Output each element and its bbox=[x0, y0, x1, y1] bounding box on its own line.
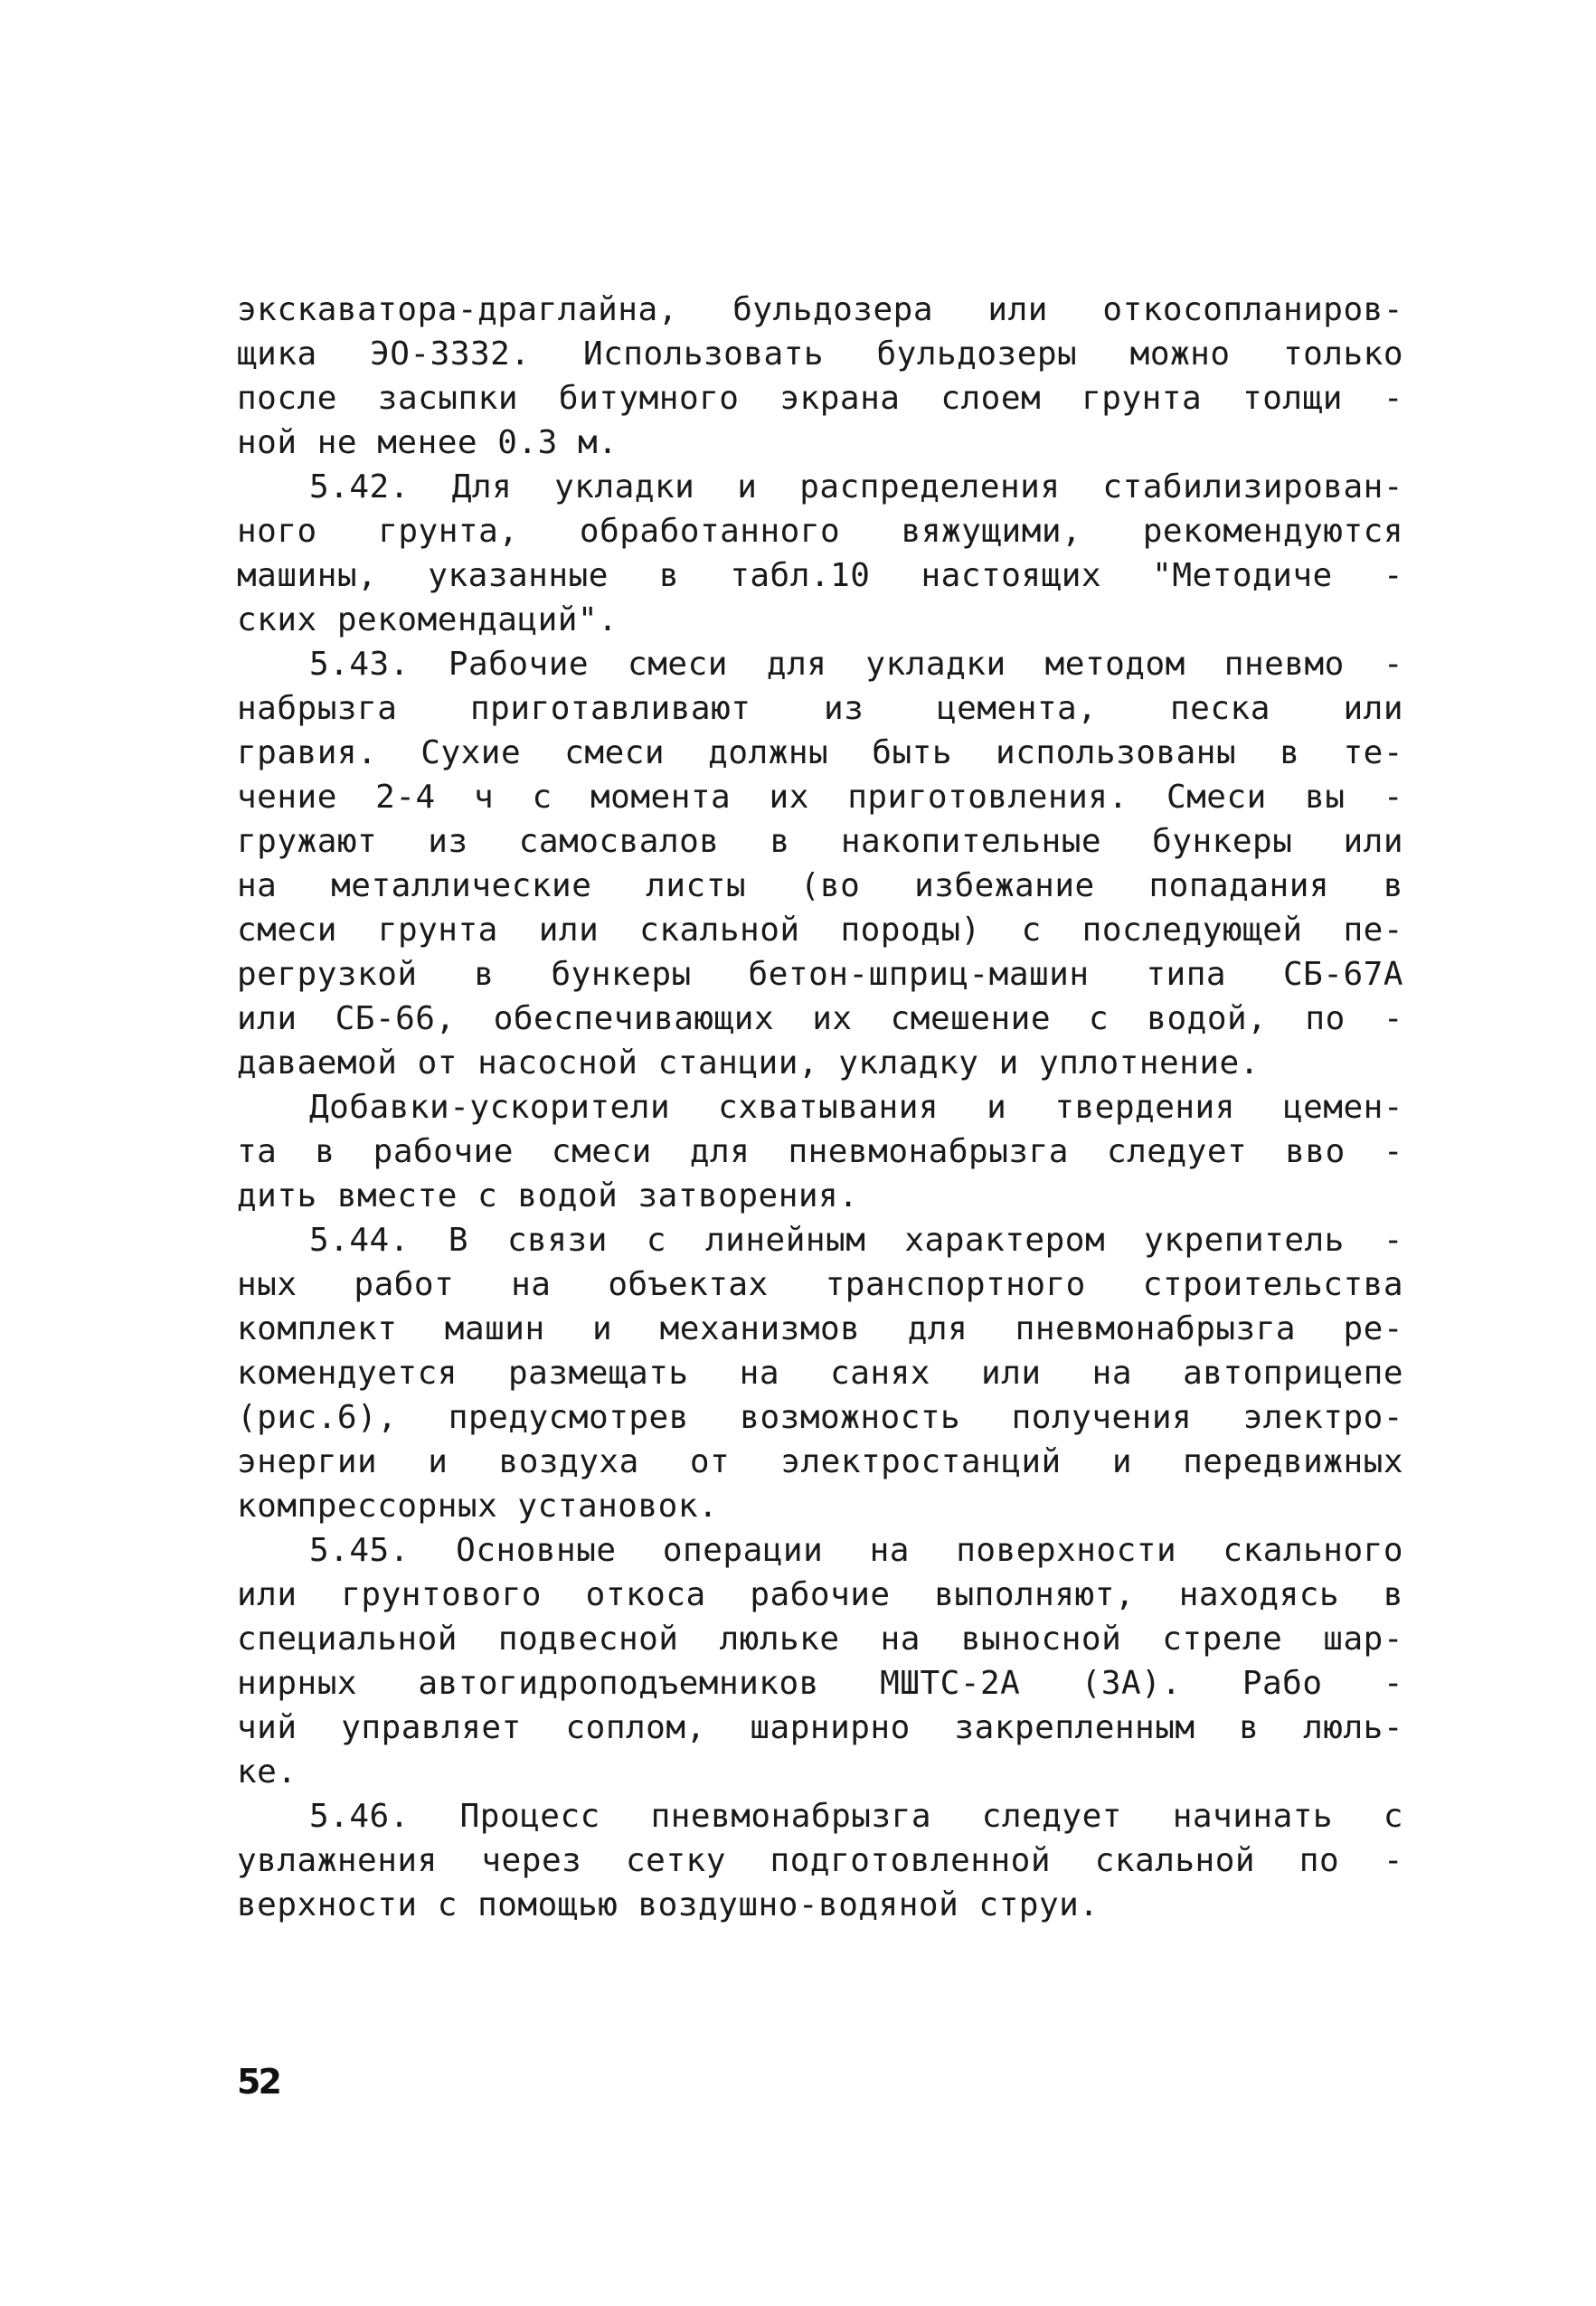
text-line: ке. bbox=[237, 1753, 297, 1791]
text-line: чение 2-4 ч с момента их приготовления. Смеси вы - bbox=[237, 779, 1403, 816]
text-line: гравия. Сухие смеси должны быть использованы в те- bbox=[237, 734, 1403, 771]
text-line: 5.46. Процесс пневмонабрызга следует начинать с bbox=[309, 1798, 1403, 1835]
text-line: экскаватора-драглайна, бульдозера или откосопланиров- bbox=[237, 291, 1403, 328]
text-line: 5.42. Для укладки и распределения стабилизирован- bbox=[309, 468, 1403, 506]
text-line: энергии и воздуха от электростанций и передвижных bbox=[237, 1443, 1403, 1480]
text-line: регрузкой в бункеры бетон-шприц-машин типа СБ-67А bbox=[237, 956, 1403, 993]
text-line: ных работ на объектах транспортного строительства bbox=[237, 1266, 1403, 1303]
text-line: гружают из самосвалов в накопительные бункеры или bbox=[237, 823, 1403, 860]
text-line: смеси грунта или скальной породы) с последующей пе- bbox=[237, 912, 1403, 949]
text-line: нирных автогидроподъемников МШТС-2А (3А). Рабо - bbox=[237, 1665, 1403, 1702]
text-line: на металлические листы (во избежание попадания в bbox=[237, 867, 1403, 904]
text-line: 5.43. Рабочие смеси для укладки методом пневмо - bbox=[309, 646, 1403, 683]
text-line: или грунтового откоса рабочие выполняют, находясь в bbox=[237, 1576, 1403, 1613]
text-line: та в рабочие смеси для пневмонабрызга следует вво - bbox=[237, 1133, 1403, 1170]
text-line: (рис.6), предусмотрев возможность получения электро- bbox=[237, 1399, 1403, 1436]
text-line: комплект машин и механизмов для пневмонабрызга ре- bbox=[237, 1310, 1403, 1347]
text-line: после засыпки битумного экрана слоем грунта толщи - bbox=[237, 380, 1403, 417]
text-line: верхности с помощью воздушно-водяной струи. bbox=[237, 1886, 1100, 1923]
text-line: дить вместе с водой затворения. bbox=[237, 1177, 859, 1214]
text-line: чий управляет соплом, шарнирно закрепленным в люль- bbox=[237, 1709, 1403, 1746]
text-line: машины, указанные в табл.10 настоящих "Методиче - bbox=[237, 557, 1403, 594]
body-text bbox=[237, 288, 1403, 1927]
text-line: набрызга приготавливают из цемента, песка или bbox=[237, 690, 1403, 727]
text-line: специальной подвесной люльке на выносной стреле шар- bbox=[237, 1621, 1403, 1658]
text-line: или СБ-66, обеспечивающих их смешение с водой, по - bbox=[237, 1000, 1403, 1037]
page-number: 52 bbox=[237, 2062, 279, 2102]
text-line: Добавки-ускорители схватывания и твердения цемен- bbox=[309, 1089, 1403, 1126]
text-line: даваемой от насосной станции, укладку и уплотнение. bbox=[237, 1044, 1260, 1082]
text-line: ного грунта, обработанного вяжущими, рекомендуются bbox=[237, 513, 1403, 550]
text-line: комендуется размещать на санях или на автоприцепе bbox=[237, 1355, 1403, 1392]
text-line: ной не менее 0.3 м. bbox=[237, 424, 619, 461]
text-line: 5.44. В связи с линейным характером укрепитель - bbox=[309, 1222, 1403, 1259]
text-line: компрессорных установок. bbox=[237, 1488, 719, 1525]
text-line: 5.45. Основные операции на поверхности скального bbox=[309, 1532, 1403, 1569]
text-line: щика ЭО-3332. Использовать бульдозеры можно только bbox=[237, 336, 1403, 373]
text-line: ских рекомендаций". bbox=[237, 601, 619, 638]
text-line: увлажнения через сетку подготовленной скальной по - bbox=[237, 1842, 1403, 1879]
